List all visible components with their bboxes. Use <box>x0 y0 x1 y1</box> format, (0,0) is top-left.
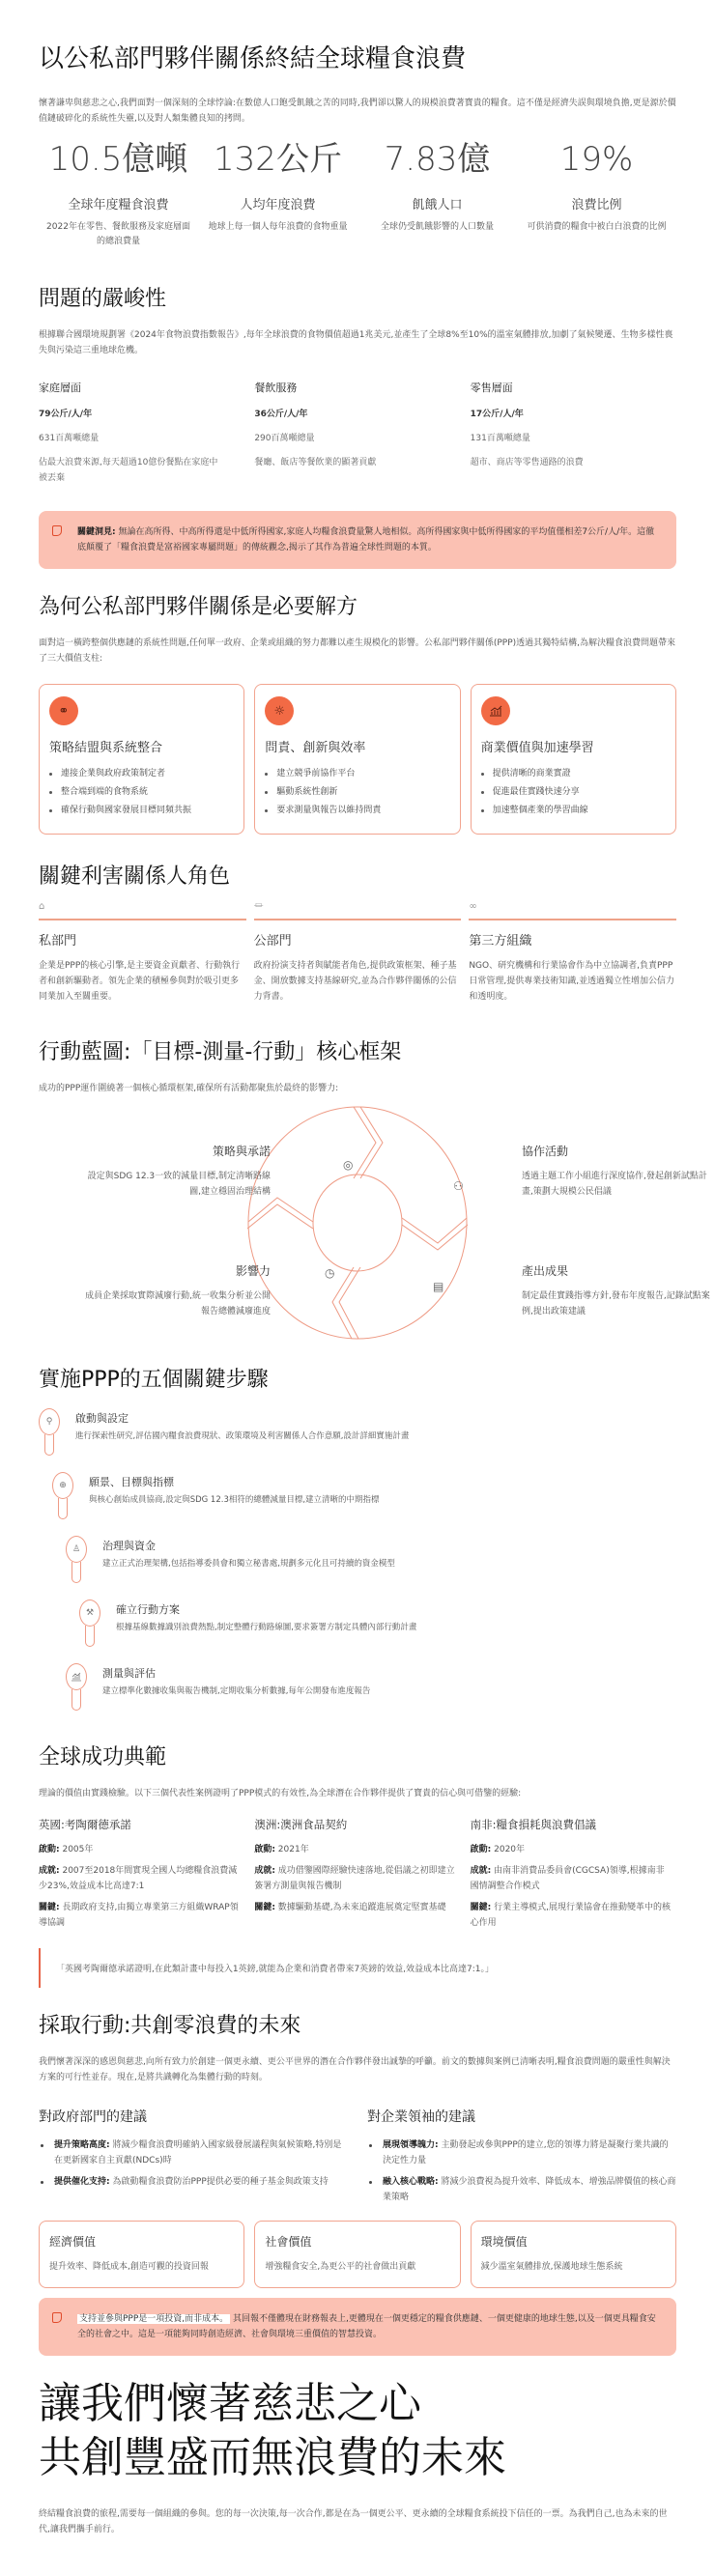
cycle-diagram <box>39 1104 710 1344</box>
step-name: 測量與評估 <box>102 1667 156 1680</box>
stat-card <box>198 136 358 249</box>
value-cards <box>39 2221 676 2288</box>
role-third-party <box>469 899 676 1005</box>
case-list <box>39 1817 676 1937</box>
pillar-title: 商業價值與加速學習 <box>480 741 594 755</box>
role-name: 公部門 <box>253 934 292 948</box>
pillar-item: 驅動系統性創新 <box>265 783 449 802</box>
time-money-icon: ◷ <box>325 1266 335 1280</box>
stage-name: 協作活動 <box>522 1145 569 1158</box>
case-title: 澳洲:澳洲食品契約 <box>254 1818 348 1831</box>
steps-list <box>39 1408 676 1727</box>
intro-paragraph: 懷著謙卑與慈悲之心,我們面對一個深刻的全球悖論:在數億人口飽受飢餓之苦的同時,我們卻以驚人的規模浪費著寶貴的糧食。這不僅是經濟失誤與環境負擔,更是源於價值鏈破碎化的系統性失靈,以及對人類集體良知的拷問。 <box>39 99 676 124</box>
stat-label: 人均年度浪費 <box>240 198 316 212</box>
divider <box>39 919 246 920</box>
cycle-ring <box>244 1104 471 1342</box>
value-card-social <box>254 2221 460 2288</box>
team-collaboration-icon: ⚇ <box>453 1179 464 1193</box>
government-recommendations <box>39 2107 348 2211</box>
severity-section <box>39 282 676 569</box>
pillar-card <box>254 684 460 835</box>
level-note: 餐廳、飯店等餐飲業的顯著貢獻 <box>254 458 377 467</box>
business-icon: ⌂ <box>39 901 45 912</box>
level-total: 131百萬噸總量 <box>470 434 530 443</box>
action-section <box>39 2009 676 2356</box>
rec-item: 融入核心戰略: 將減少浪費視為提升效率、降低成本、增強品牌價值的核心商業策略 <box>367 2174 676 2205</box>
step-marker <box>66 1536 87 1584</box>
role-name: 第三方組織 <box>469 934 532 948</box>
level-name: 零售層面 <box>470 382 513 394</box>
stat-card <box>517 136 676 249</box>
pillar-card <box>471 684 676 835</box>
rec-item: 提升策略高度: 將減少糧食浪費明確納入國家級發展議程與氣候策略,特別是在更新國家自主貢獻(NDCs)時 <box>39 2137 348 2168</box>
target-icon: ◎ <box>343 1158 354 1172</box>
stat-desc: 地球上每一個人每年浪費的食物重量 <box>208 222 348 232</box>
step-name: 確立行動方案 <box>116 1603 180 1616</box>
closing-line-1: 讓我們懷著慈悲之心 <box>39 2379 421 2428</box>
stat-value: 10.5億噸 <box>48 140 188 179</box>
government-building-icon: ⏛ <box>253 901 264 912</box>
rec-item: 提供催化支持: 為啟動糧食浪費防治PPP提供必要的種子基金與政策支持 <box>39 2174 348 2190</box>
value-card-economic <box>39 2221 244 2288</box>
step-item <box>39 1536 676 1599</box>
pillar-item: 提供清晰的商業實證 <box>481 765 666 783</box>
pillar-item: 促進最佳實踐快速分享 <box>481 783 666 802</box>
step-marker <box>79 1599 100 1648</box>
step-item <box>39 1408 676 1472</box>
case-title: 英國:考陶爾德承諾 <box>39 1818 131 1831</box>
steps-section <box>39 1363 676 1727</box>
level-total: 290百萬噸總量 <box>254 434 315 443</box>
stage-name: 影響力 <box>235 1264 271 1278</box>
callout-highlight: 支持並參與PPP是一項投資,而非成本。 <box>79 2314 229 2324</box>
bar-chart-icon <box>66 1663 87 1690</box>
pillar-title: 問責、創新與效率 <box>265 741 366 755</box>
value-title: 經濟價值 <box>49 2235 97 2249</box>
stakeholders-section <box>39 860 676 1005</box>
search-analysis-icon: ⚲ <box>39 1408 60 1435</box>
business-recommendations <box>367 2107 676 2211</box>
org-chart-icon: ♙ <box>66 1536 87 1563</box>
stage-strategy <box>77 1143 271 1200</box>
pillar-item: 加速整個產業的學習曲線 <box>481 802 666 820</box>
section-title: 實施PPP的五個關鍵步驟 <box>39 1368 269 1392</box>
stat-desc: 2022年在零售、餐飲服務及家庭層面的總浪費量 <box>46 222 190 246</box>
closing-section <box>39 2377 676 2537</box>
step-desc: 建立標準化數據收集與報告機制,定期收集分析數據,每年公開發布進度報告 <box>102 1686 371 1696</box>
level-note: 佔最大浪費來源,每天超過10億份餐點在家庭中被丟棄 <box>39 458 218 483</box>
value-title: 社會價值 <box>265 2235 312 2249</box>
section-intro: 我們懷著深深的感恩與慈悲,向所有致力於創建一個更永續、更公平世界的潛在合作夥伴發出誠摯的呼籲。前文的數據與案例已清晰表明,糧食浪費問題的嚴重性與解決方案的可行性並存。現在,是將共識轉化為集體行動的時刻。 <box>39 2057 671 2082</box>
chart-growth-icon <box>481 696 510 725</box>
divider <box>469 919 676 920</box>
note-icon <box>52 525 62 536</box>
step-item <box>39 1663 676 1727</box>
step-marker <box>66 1663 87 1712</box>
severity-level-household <box>39 380 244 486</box>
case-launch: 啟動: 2020年 <box>470 1845 526 1854</box>
case-australia <box>254 1817 460 1937</box>
page-title: 以公私部門夥伴關係終結全球糧食浪費 <box>39 44 467 73</box>
step-desc: 進行探索性研究,評估國內糧食浪費現狀、政策環境及利害關係人合作意願,設計詳細實施計畫 <box>75 1431 410 1441</box>
role-desc: NGO、研究機構和行業協會作為中立協調者,負責PPP日常管理,提供專業技術知識,並透過獨立性增加公信力和透明度。 <box>469 961 675 1002</box>
value-title: 環境價值 <box>480 2235 528 2249</box>
case-south-africa <box>471 1817 676 1937</box>
step-desc: 根據基線數據識別浪費熱點,制定整體行動路線圖,要求簽署方制定具體內部行動計畫 <box>116 1623 417 1632</box>
stage-collaboration <box>522 1143 715 1200</box>
stage-desc: 透過主題工作小組進行深度協作,發起創新試點計畫,策劃大規模公民倡議 <box>522 1172 707 1197</box>
recommendations <box>39 2107 676 2211</box>
level-rate: 79公斤/人/年 <box>39 410 93 419</box>
pillar-card <box>39 684 244 835</box>
case-title: 南非:糧食損耗與浪費倡議 <box>470 1818 597 1831</box>
stat-value: 19% <box>559 140 634 179</box>
section-title: 採取行動:共創零浪費的未來 <box>39 2014 301 2038</box>
pillar-item: 要求測量與報告以維持問責 <box>265 802 449 820</box>
callout-text: 其回報不僅體現在財務報表上,更體現在一個更穩定的糧食供應鏈、一個更健康的地球生態,以及一個更具糧食安全的社會之中。這是一項能夠同時創造經濟、社會與環境三重價值的智慧投資。 <box>77 2314 656 2339</box>
value-desc: 提升效率、降低成本,創造可觀的投資回報 <box>49 2262 209 2272</box>
stage-desc: 成員企業採取實際減廢行動,統一收集分析並公開報告總體減廢進度 <box>85 1291 271 1316</box>
level-name: 餐飲服務 <box>254 382 298 394</box>
stage-impact <box>77 1262 271 1319</box>
rec-title: 對企業領袖的建議 <box>367 2109 475 2125</box>
closing-paragraph: 終結糧食浪費的旅程,需要每一個組織的參與。您的每一次決策,每一次合作,都是在為一個更公平、更永續的全球糧食系統投下信任的一票。為我們自己,也為未來的世代,讓我們攜手前行。 <box>39 2509 668 2534</box>
stats-row <box>39 136 676 249</box>
stakeholder-roles <box>39 899 676 1005</box>
step-marker <box>39 1408 60 1457</box>
value-card-environmental <box>471 2221 676 2288</box>
step-desc: 建立正式治理架構,包括指導委員會和獨立秘書處,規劃多元化且可持續的資金模型 <box>102 1559 395 1569</box>
level-rate: 36公斤/人/年 <box>254 410 308 419</box>
pillar-item: 確保行動與國家發展目標同頻共振 <box>49 802 234 820</box>
why-ppp-section <box>39 590 676 835</box>
rec-title: 對政府部門的建議 <box>39 2109 147 2125</box>
case-key: 關鍵: 數據驅動基礎,為未來追蹤進展奠定堅實基礎 <box>254 1903 446 1912</box>
section-intro: 面對這一橫跨整個供應鏈的系統性問題,任何單一政府、企業或組織的努力都難以產生規模化的影響。公私部門夥伴關係(PPP)透過其獨特結構,為解決糧食浪費問題帶來了三大價值支柱: <box>39 638 676 664</box>
case-quote: 「英國考陶爾德承諾證明,在此類計畫中每投入1英鎊,就能為企業和消費者帶來7英鎊的效益,效益成本比高達7:1。」 <box>39 1948 676 1988</box>
document-icon: ▤ <box>433 1280 444 1293</box>
step-marker <box>52 1472 73 1520</box>
section-intro: 理論的價值由實踐檢驗。以下三個代表性案例證明了PPP模式的有效性,為全球潛在合作夥伴提供了寶貴的信心與可借鑒的經驗: <box>39 1789 522 1798</box>
stat-card <box>358 136 517 249</box>
stage-desc: 制定最佳實踐指導方針,發布年度報告,記錄試點案例,提出政策建議 <box>522 1291 710 1316</box>
stat-label: 全球年度糧食浪費 <box>68 198 169 212</box>
stat-card <box>39 136 198 249</box>
stage-outputs <box>522 1262 715 1319</box>
stat-desc: 全球仍受飢餓影響的人口數量 <box>380 222 494 232</box>
value-pillars <box>39 684 676 835</box>
section-title: 全球成功典範 <box>39 1745 167 1769</box>
role-private-sector <box>39 899 246 1005</box>
step-item <box>39 1599 676 1663</box>
case-key: 關鍵: 長期政府支持,由獨立專業第三方組織WRAP領導協調 <box>39 1903 239 1928</box>
pillar-item: 連接企業與政府政策制定者 <box>49 765 234 783</box>
stat-value: 132公斤 <box>214 140 342 179</box>
section-title: 行動藍圖:「目標-測量-行動」核心框架 <box>39 1040 402 1064</box>
cases-section <box>39 1741 676 1988</box>
handshake-icon: ⚭ <box>49 696 78 725</box>
step-name: 願景、目標與指標 <box>89 1476 174 1488</box>
level-name: 家庭層面 <box>39 382 81 394</box>
note-icon <box>52 2312 62 2323</box>
stat-desc: 可供消費的糧食中被白白浪費的比例 <box>527 222 667 232</box>
role-public-sector <box>254 899 462 1005</box>
case-key: 關鍵: 行業主導模式,展現行業協會在推動變革中的核心作用 <box>470 1903 671 1928</box>
step-name: 治理與資金 <box>102 1540 156 1552</box>
case-achievement: 成就: 2007至2018年間實現全國人均總糧食浪費減少23%,效益成本比高達7:1 <box>39 1866 238 1891</box>
step-desc: 與核心創始成員協商,設定與SDG 12.3相符的總體減量目標,建立清晰的中期指標 <box>89 1495 380 1505</box>
pillar-title: 策略結盟與系統整合 <box>49 741 163 755</box>
stat-label: 飢餓人口 <box>412 198 463 212</box>
closing-line-2: 共創豐盛而無浪費的未來 <box>39 2433 506 2482</box>
case-achievement: 成就: 成功借鑒國際經驗快速落地,從倡議之初即建立簽署方測量與報告機制 <box>254 1866 455 1891</box>
step-item <box>39 1472 676 1536</box>
key-insight-callout <box>39 511 676 569</box>
value-desc: 增強糧食安全,為更公平的社會做出貢獻 <box>265 2262 416 2272</box>
case-achievement: 成就: 由南非消費品委員會(CGCSA)領導,根據南非國情調整合作模式 <box>470 1866 665 1891</box>
tools-icon: ⚒ <box>79 1599 100 1627</box>
blueprint-section <box>39 1035 710 1344</box>
level-note: 超市、商店等零售通路的浪費 <box>470 458 584 467</box>
investment-callout <box>39 2298 676 2356</box>
globe-target-icon: ⊕ <box>52 1472 73 1499</box>
stat-value: 7.83億 <box>384 140 491 179</box>
stat-label: 浪費比例 <box>571 198 622 212</box>
section-title: 關鍵利害關係人角色 <box>39 864 231 889</box>
value-desc: 減少溫室氣體排放,保護地球生態系統 <box>480 2262 623 2272</box>
lightbulb-icon: ☼ <box>265 696 294 725</box>
section-intro: 根據聯合國環境規劃署《2024年食物浪費指數報告》,每年全球浪費的食物價值超過1兆美元,並產生了全球8%至10%的溫室氣體排放,加劇了氣候變遷、生物多樣性喪失與污染這三重地球危機。 <box>39 330 673 355</box>
network-icon: ∞ <box>469 901 477 912</box>
stage-name: 策略與承諾 <box>212 1145 271 1158</box>
stage-desc: 設定與SDG 12.3一致的減量目標,制定清晰路線圖,建立穩固治理結構 <box>87 1172 271 1197</box>
level-total: 631百萬噸總量 <box>39 434 100 443</box>
case-uk <box>39 1817 244 1937</box>
callout-text: 無論在高所得、中高所得還是中低所得國家,家庭人均糧食浪費量驚人地相似。高所得國家與中低所得國家的平均值僅相差7公斤/人/年。這徹底顛覆了「糧食浪費是富裕國家專屬問題」的傳統觀念,揭示了其作為普遍全球性問題的本質。 <box>77 527 655 552</box>
section-title: 為何公私部門夥伴關係是必要解方 <box>39 595 358 619</box>
severity-level-retail <box>471 380 676 486</box>
stage-name: 產出成果 <box>522 1264 569 1278</box>
pillar-item: 建立競爭前協作平台 <box>265 765 449 783</box>
role-desc: 政府扮演支持者與賦能者角色,提供政策框架、種子基金、開放數據支持基線研究,並為合作夥伴關係的公信力背書。 <box>253 961 457 1002</box>
pillar-item: 整合端到端的食物系統 <box>49 783 234 802</box>
section-intro: 成功的PPP運作圍繞著一個核心循環框架,確保所有活動都聚焦於最終的影響力: <box>39 1084 339 1093</box>
severity-levels <box>39 380 676 486</box>
severity-level-foodservice <box>254 380 460 486</box>
divider <box>254 919 462 920</box>
step-name: 啟動與設定 <box>75 1412 129 1425</box>
callout-label: 關鍵洞見: <box>77 527 116 537</box>
case-launch: 啟動: 2021年 <box>254 1845 309 1854</box>
closing-headline <box>39 2377 676 2485</box>
case-launch: 啟動: 2005年 <box>39 1845 94 1854</box>
section-title: 問題的嚴峻性 <box>39 287 167 311</box>
role-name: 私部門 <box>39 934 77 948</box>
rec-item: 展現領導魄力: 主動發起或參與PPP的建立,您的領導力將是凝聚行業共識的決定性力量 <box>367 2137 676 2168</box>
level-rate: 17公斤/人/年 <box>470 410 524 419</box>
role-desc: 企業是PPP的核心引擎,是主要資金貢獻者、行動執行者和創新驅動者。領先企業的積極參與對於吸引更多同業加入至關重要。 <box>39 961 241 1002</box>
